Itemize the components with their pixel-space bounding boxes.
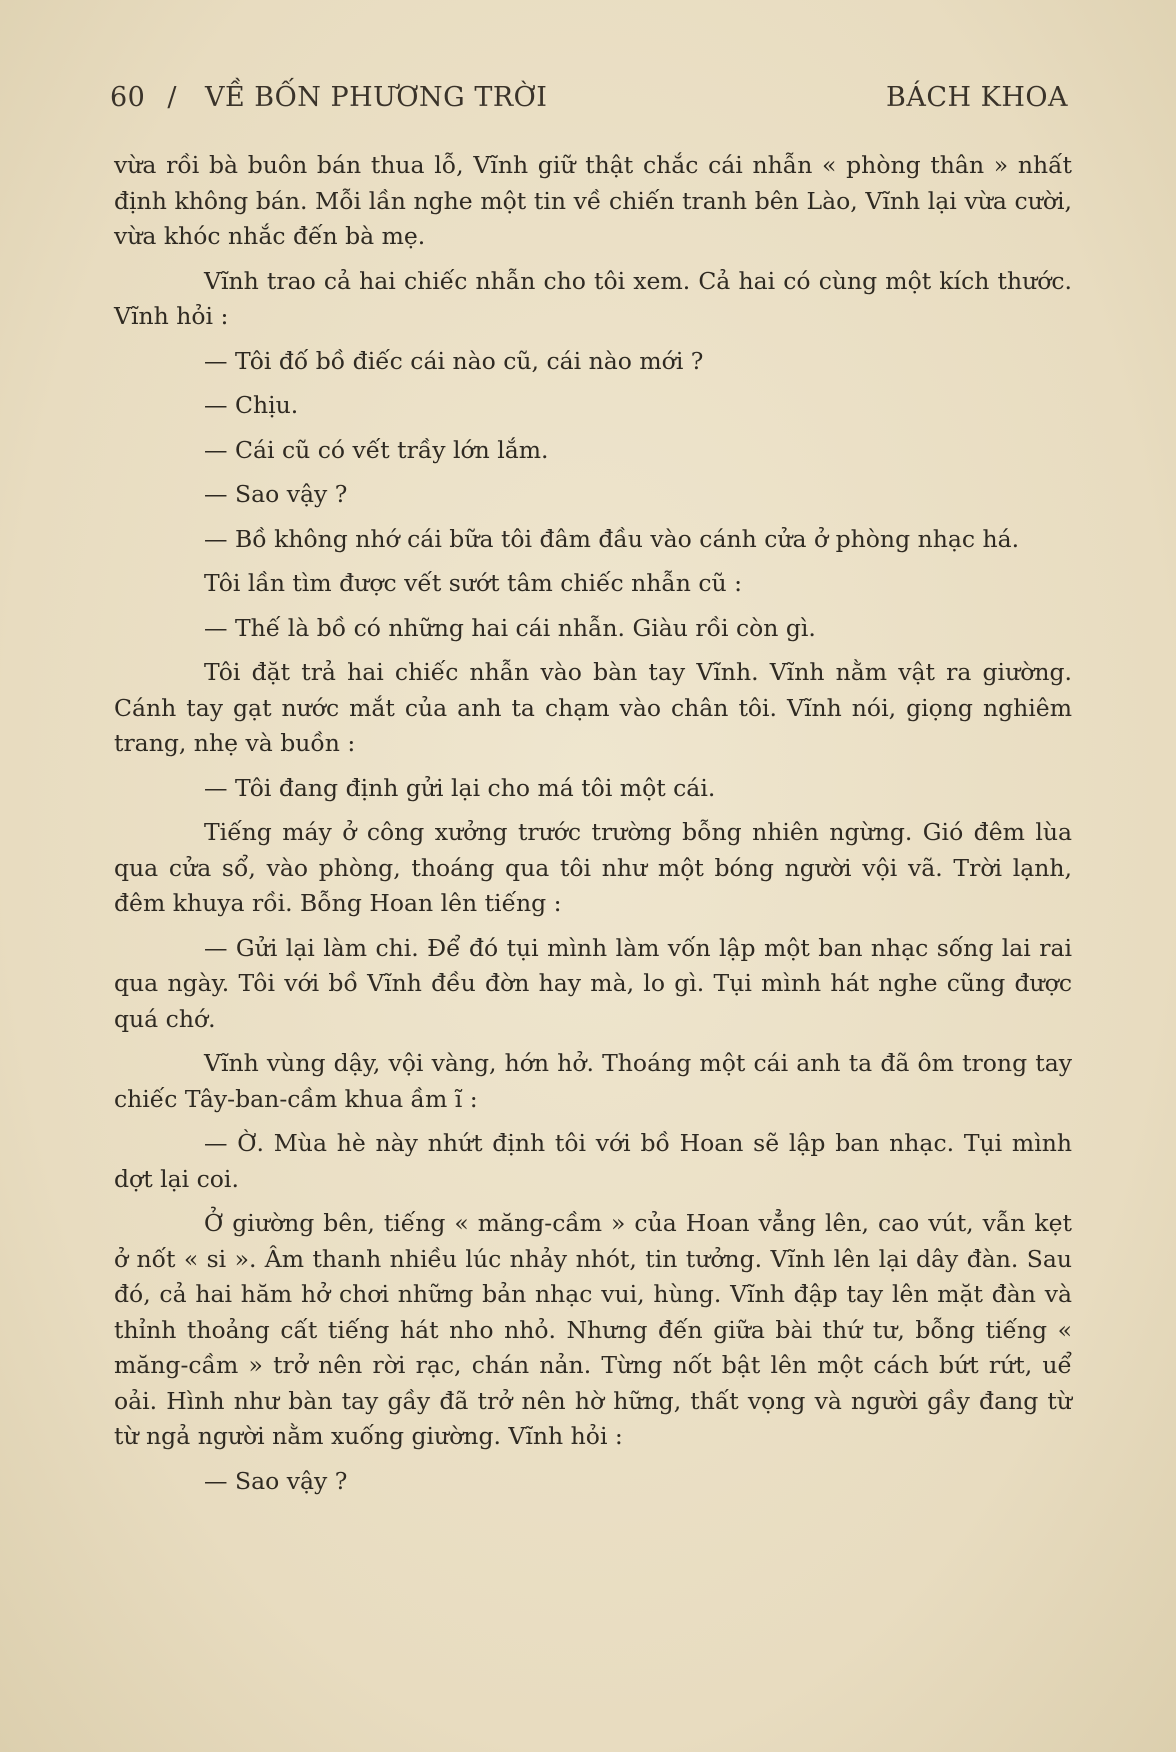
paragraph: Vĩnh vùng dậy, vội vàng, hớn hở. Thoáng một cái anh ta đã ôm trong tay chiếc Tây-ban-cầm khua ầm ĩ :: [114, 1049, 1072, 1113]
dialogue-line: — Bồ không nhớ cái bữa tôi đâm đầu vào cánh cửa ở phòng nhạc há.: [204, 524, 1020, 553]
dialogue-line: — Sao vậy ?: [204, 480, 348, 508]
dialogue-line: — Thế là bồ có những hai cái nhẫn. Giàu rồi còn gì.: [204, 613, 816, 642]
paragraph: Ở giường bên, tiếng « măng-cầm » của Hoan vẳng lên, cao vút, vẫn kẹt ở nốt « si ». Âm thanh nhiều lúc nhảy nhót, tin tưởng. Vĩnh lên lại dây đàn. Sau đó, cả hai hăm hở chơi những bản nhạc vui, hùng. Vĩnh đập tay lên mặt đàn và thỉnh thoảng cất tiếng hát nho nhỏ. Nhưng đến giữa bài thứ tư, bỗng tiếng « măng-cầm » trở nên rời rạc, chán nản. Từng nốt bật lên một cách bứt rứt, uể oải. Hình như bàn tay gầy đã trở nên hờ hững, thất vọng và người gầy đang từ từ ngả người nằm xuống giường. Vĩnh hỏi :: [114, 1209, 1072, 1450]
dialogue-line: — Chịu.: [204, 391, 299, 419]
dialogue-line: — Cái cũ có vết trầy lớn lắm.: [204, 435, 549, 464]
dialogue-line: — Tôi đang định gửi lại cho má tôi một cái.: [204, 773, 716, 802]
running-header: [110, 82, 1068, 122]
dialogue-line: — Ờ. Mùa hè này nhứt định tôi với bồ Hoan sẽ lập ban nhạc. Tụi mình dợt lại coi.: [114, 1129, 1072, 1193]
dialogue-line: — Gửi lại làm chi. Để đó tụi mình làm vốn lập một ban nhạc sống lai rai qua ngày. Tôi với bồ Vĩnh đều đờn hay mà, lo gì. Tụi mình hát nghe cũng được quá chớ.: [114, 933, 1072, 1033]
header-separator: /: [167, 82, 177, 113]
paragraph: Tôi đặt trả hai chiếc nhẫn vào bàn tay Vĩnh. Vĩnh nằm vật ra giường. Cánh tay gạt nước mắt của anh ta chạm vào chân tôi. Vĩnh nói, giọng nghiêm trang, nhẹ và buồn :: [114, 658, 1072, 757]
dialogue-line: — Tôi đố bồ điếc cái nào cũ, cái nào mới ?: [204, 346, 704, 375]
magazine-name: BÁCH KHOA: [886, 82, 1068, 113]
page-number: 60: [110, 82, 146, 113]
body-text: [114, 148, 1072, 1499]
section-title: VỀ BỐN PHƯƠNG TRỜI: [204, 82, 548, 113]
paragraph: vừa rồi bà buôn bán thua lỗ, Vĩnh giữ thật chắc cái nhẫn « phòng thân » nhất định không bán. Mỗi lần nghe một tin về chiến tranh bên Lào, Vĩnh lại vừa cười, vừa khóc nhắc đến bà mẹ.: [114, 151, 1072, 250]
paragraph: Tiếng máy ở công xưởng trước trường bỗng nhiên ngừng. Gió đêm lùa qua cửa sổ, vào phòng, thoáng qua tôi như một bóng người vội vã. Trời lạnh, đêm khuya rồi. Bỗng Hoan lên tiếng :: [114, 818, 1072, 917]
paragraph: Tôi lần tìm được vết sướt tâm chiếc nhẫn cũ :: [204, 569, 743, 597]
dialogue-line: — Sao vậy ?: [204, 1466, 348, 1495]
paragraph: Vĩnh trao cả hai chiếc nhẫn cho tôi xem. Cả hai có cùng một kích thước. Vĩnh hỏi :: [114, 266, 1072, 330]
